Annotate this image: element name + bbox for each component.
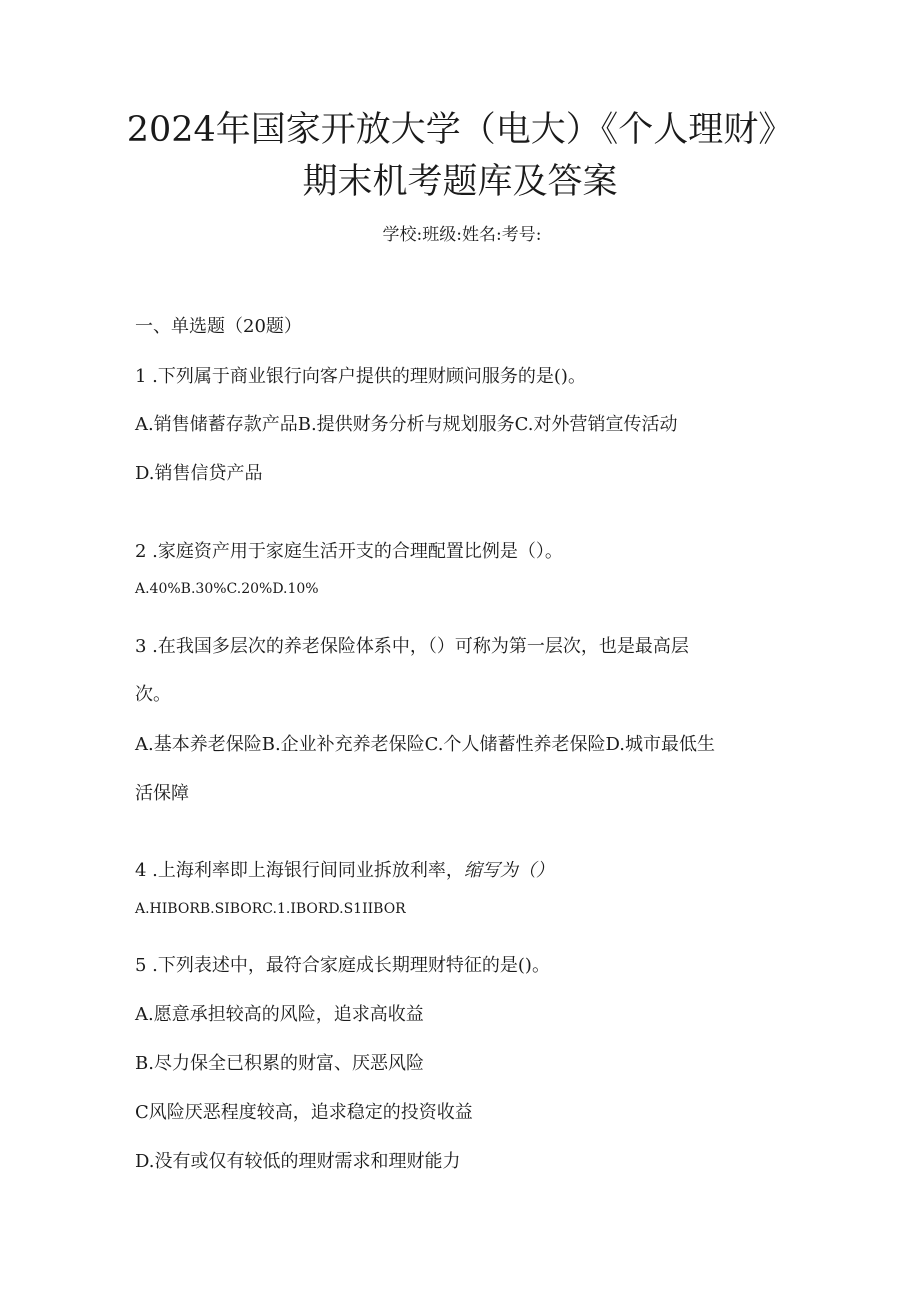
question-2-stem: 2 .家庭资产用于家庭生活开支的合理配置比例是（）。 [135,541,563,562]
question-3-options: A.基本养老保险B.企业补充养老保险C.个人储蓄性养老保险D.城市最低生 [135,734,716,755]
section-heading: 一、单选题（20题） [135,316,302,337]
question-4-stem-main: 4 .上海利率即上海银行间同业拆放利率， [135,860,464,881]
question-2-options: A.40%B.30%C.20%D.10% [135,581,319,597]
question-1-options-cont: D.销售信贷产品 [135,463,263,484]
student-info-line: 学校:班级:姓名:考号: [382,225,542,245]
question-4-stem [135,858,554,884]
question-5-option-c: C风险厌恶程度较高，追求稳定的投资收益 [135,1102,473,1123]
question-3-options-cont: 活保障 [135,783,189,804]
question-5-option-a: A.愿意承担较高的风险，追求高收益 [135,1004,424,1025]
question-5-stem: 5 .下列表述中，最符合家庭成长期理财特征的是()。 [135,955,550,976]
document-title-line-2: 期末机考题库及答案 [302,162,618,202]
question-1-stem: 1 .下列属于商业银行向客户提供的理财顾问服务的是()。 [135,366,586,387]
question-4-options: A.HIBORB.SIBORC.1.IBORD.S1IIBOR [135,901,406,917]
question-5-option-b: B.尽力保全已积累的财富、厌恶风险 [135,1053,424,1074]
question-3-stem: 3 .在我国多层次的养老保险体系中，（）可称为第一层次，也是最高层 [135,636,689,657]
question-1-options: A.销售储蓄存款产品B.提供财务分析与规划服务C.对外营销宣传活动 [135,414,678,435]
question-5-option-d: D.没有或仅有较低的理财需求和理财能力 [135,1151,461,1172]
question-3-stem-cont: 次。 [135,684,171,705]
document-title-line-1: 2024年国家开放大学（电大）《个人理财》 [126,110,794,150]
question-4-stem-tail: 缩写为（） [463,860,554,881]
